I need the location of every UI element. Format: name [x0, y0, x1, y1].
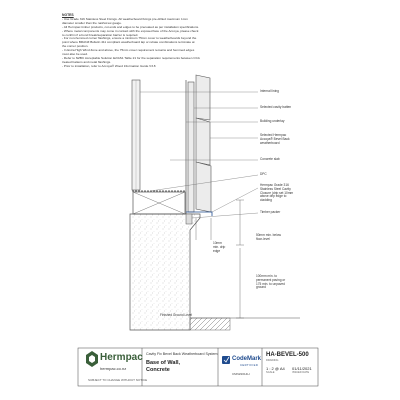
company-name: Hermpac	[100, 352, 143, 363]
notes-heading: NOTES	[62, 13, 74, 17]
hermpac-logo-icon	[86, 351, 98, 367]
label-dpc: DPC	[260, 172, 267, 176]
note-line: - Where metal components may come in contact with the exposed face of the Accoya, please check	[62, 28, 199, 33]
note-line: - Use Grade 316 Stainless Steel Fixings. All weatherboard fixings pre-drilled maximum 1mm	[62, 16, 188, 21]
note-line: diameter smaller than the nail/screw gauge.	[62, 20, 122, 25]
label-cavity-batten: Selected cavity batten	[260, 105, 292, 109]
note-line: - In Extra High Wind Zone and above, the 75mm cover requirement remains and hemmed edges	[62, 48, 195, 53]
dimension-lines	[196, 200, 244, 318]
label-internal-lining: Internal lining	[260, 89, 279, 93]
timber-packer	[186, 214, 192, 224]
company-website[interactable]: hermpac.co.nz	[100, 366, 127, 371]
label-dim-50mm: 50mm min. below floor-level	[256, 233, 281, 241]
label-dim-100mm: 100mm min. to permanent paving or 175 min. to unpaved ground	[256, 274, 286, 290]
finished-ground	[190, 318, 300, 330]
scale-label: SCALE	[266, 371, 275, 374]
note-line: to confirm if a bond break/separation barrier is required.	[62, 32, 139, 37]
note-line: - For non-hemmed corner flashings, ensure a minimum 75mm cover to weatherboards beyond the	[62, 36, 197, 41]
note-line: - All Hermpac timber products, cut ends and edges to be precoated as per installation specifications.	[62, 24, 200, 29]
label-building-underlay: Building underlay	[260, 119, 285, 123]
scale-value: 1 : 2 @ A4	[266, 366, 285, 371]
issue-date: 01/11/2021	[292, 366, 312, 371]
disclaimer: SUBJECT TO CHANGE WITHOUT NOTICE	[88, 378, 148, 382]
note-line: - Refer to NZBC Acceptable Solution E2/AS1 Table 21 for the separation requirements between CCA	[62, 55, 200, 60]
codemark-brand: CodeMark	[232, 356, 262, 362]
note-line: must also be used.	[62, 52, 88, 57]
note-line: treated battens and metal flashings.	[62, 59, 112, 64]
drawing-title-line-2: Concrete	[146, 367, 170, 373]
drawing-number-label: DRAWING	[266, 359, 279, 362]
codemark-sub: CERTIFIED	[240, 363, 259, 367]
label-ground-level: Finished Ground Level	[160, 313, 193, 317]
internal-lining	[132, 80, 140, 190]
cavity-batten	[188, 82, 194, 212]
drawing-number: HA-BEVEL-500	[266, 352, 309, 358]
label-cavity-closure: Hermpac Grade 316 Stainless Steel Cavity Closure (drip set 10mm above drip edge to cladding	[260, 183, 294, 203]
note-line: the corner position.	[62, 44, 89, 49]
note-line: - Prior to installation, refer to Accoya® Wood Information Guide V3.8	[62, 63, 156, 68]
codemark-logo-icon	[222, 356, 230, 364]
drawing-title-line-1: Base of Wall,	[146, 360, 181, 366]
weatherboards	[196, 75, 211, 212]
note-line: point where BRANZ Bulletin 411 compliant weatherboard lap or rebate combinations terminate at	[62, 40, 195, 45]
label-timber-packer: Timber packer	[260, 210, 281, 214]
issue-date-label: ISSUED DATE	[292, 371, 310, 374]
system-name: Cavity Fix Bevel Back Weatherboard System	[146, 352, 218, 356]
label-weatherboard: Selected Hermpac Accoya® Bevel Back weatherboard	[260, 133, 290, 145]
bottom-plate	[133, 192, 185, 214]
label-concrete-slab: Concrete slab	[260, 157, 280, 161]
label-dim-10mm: 10mm min. drip edge	[213, 241, 226, 253]
cert-number: CMNZ2014H	[232, 372, 250, 376]
